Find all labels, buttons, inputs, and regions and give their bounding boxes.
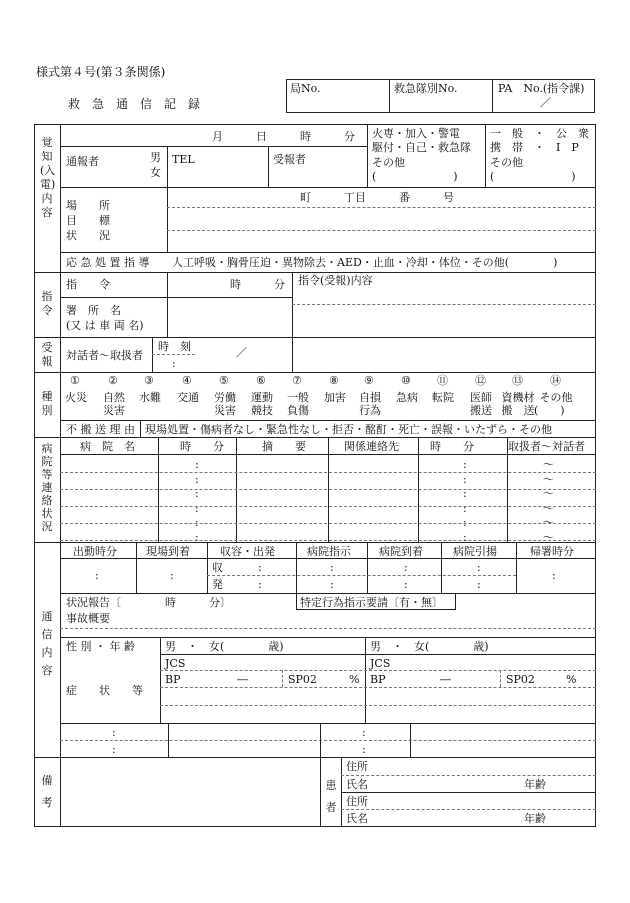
comms-colon: :	[477, 578, 481, 591]
reporter-label: 通報者	[66, 155, 99, 168]
patient2-address-label: 住所	[346, 795, 368, 808]
category-number: ⑦	[292, 374, 302, 387]
source-opt1-line1: 火専・加入・警電	[372, 127, 460, 140]
hospital-header: 取扱者～対話者	[508, 440, 585, 453]
category-number: ⑩	[401, 374, 411, 387]
category-section-label: 種別	[41, 390, 53, 417]
tel-label: TEL	[172, 153, 195, 166]
hospital-header: 摘 要	[262, 440, 306, 453]
comms-colon: :	[258, 561, 262, 574]
category-type-sub: 災害	[214, 404, 236, 417]
category-type-sub: 競技	[251, 404, 273, 417]
hospital-tilde: ～	[543, 516, 554, 529]
hospital-header: 時 分	[180, 440, 224, 453]
comms-time-header: 現場到着	[146, 545, 190, 558]
hospital-colon-right: :	[463, 472, 467, 486]
comms-mid-line	[207, 575, 516, 576]
accident-summary: 事故概要	[66, 612, 110, 625]
log-colon-1: :	[112, 726, 116, 739]
hospital-header: 病 院 名	[80, 440, 135, 453]
pa-no-label: PA No.(指令課)	[498, 82, 585, 95]
pa-slash: ／	[540, 96, 551, 109]
first-aid-options: 人工呼吸・胸骨圧迫・異物除去・AED・止血・冷却・体位・その他( )	[172, 256, 558, 269]
hospital-colon-right: :	[463, 530, 467, 544]
category-number: ⑭	[550, 374, 561, 387]
hospital-colon-left: :	[195, 487, 199, 500]
category-type: 資機材	[501, 391, 535, 404]
hospital-header: 関係連絡先	[344, 440, 399, 453]
awareness-section-label: 覚知(入電)内容	[40, 136, 56, 219]
source-opt1-line3: その他	[372, 156, 405, 169]
comms-colon: :	[477, 561, 481, 574]
comms-colon: :	[258, 578, 262, 591]
comms-time-header: 病院引揚	[453, 545, 497, 558]
no-transport-options: 現場処置・傷病者なし・緊急性なし・拒否・酩酊・死亡・誤報・いたずら・その他	[145, 423, 552, 436]
reporter-male: 男	[150, 151, 161, 164]
category-number: ⑧	[329, 374, 339, 387]
hospital-tilde: ～	[543, 472, 554, 486]
no-transport-label: 不 搬 送 理 由	[66, 423, 135, 436]
bp-label-1: BP	[165, 673, 181, 686]
comms-col-divider	[207, 542, 208, 593]
sex-age-value-1: 男 ・ 女( 歳)	[165, 640, 284, 653]
comms-colon: :	[170, 569, 174, 582]
sex-age-label: 性 別 ・ 年 齢	[66, 640, 135, 653]
category-number: ③	[144, 374, 154, 387]
category-type: 医師	[470, 391, 492, 404]
team-no-label: 救急隊別No.	[394, 82, 458, 95]
date-line: 月 日 時 分	[212, 130, 355, 143]
category-number: ②	[108, 374, 118, 387]
category-number: ⑪	[437, 374, 448, 387]
situation-label: 状 況	[66, 229, 110, 242]
status-report: 状況報告〔 時 分〕	[66, 596, 231, 609]
receive-label: 収	[212, 561, 223, 574]
comms-time-header: 病院指示	[307, 545, 351, 558]
category-type-sub: 搬送	[470, 404, 492, 417]
hospital-colon-right: :	[463, 501, 467, 515]
comms-section-label: 通信内容	[41, 610, 53, 677]
hospital-tilde: ～	[543, 501, 554, 515]
landmark-label: 目 標	[66, 214, 110, 227]
specific-action: 特定行為指示要請〔有・無〕	[300, 596, 443, 609]
comms-colon: :	[330, 578, 334, 591]
hospital-tilde: ～	[543, 530, 554, 544]
category-type-sub: 搬 送	[501, 404, 535, 417]
category-type: 一般	[287, 391, 309, 404]
form-title: 救 急 通 信 記 録	[68, 97, 201, 111]
hospital-colon-right: :	[463, 487, 467, 500]
bp-label-2: BP	[370, 673, 386, 686]
patient2-age-label: 年齢	[524, 812, 546, 825]
category-type: 水難	[139, 391, 161, 404]
station-label-1: 署 所 名	[66, 304, 121, 317]
command-section-label: 指令	[41, 290, 53, 317]
category-type: その他	[539, 391, 573, 404]
source-opt2-line2: 携 帯 ・ I P	[490, 141, 579, 154]
command-label: 指 令	[66, 278, 110, 291]
form-number: 様式第４号(第３条関係)	[36, 65, 166, 79]
category-type-sub: 行為	[359, 404, 381, 417]
address-line: 町 丁目 番 号	[300, 191, 454, 204]
patient-label: 患者	[325, 779, 337, 814]
category-type: 労働	[214, 391, 236, 404]
comms-colon: :	[404, 578, 408, 591]
comms-col-divider	[296, 542, 297, 593]
patient1-age-label: 年齢	[524, 778, 546, 791]
hospital-colon-left: :	[195, 530, 199, 544]
hospital-row-line	[60, 540, 596, 541]
source-opt1-line4: ( )	[372, 170, 458, 183]
depart-label: 発	[212, 578, 223, 591]
comms-colon: :	[404, 561, 408, 574]
category-type-sub: 負傷	[287, 404, 309, 417]
hospital-colon-left: :	[195, 458, 199, 471]
comms-col-divider	[441, 542, 442, 593]
receiver-label: 受報者	[273, 153, 306, 166]
log-colon-3: :	[362, 726, 366, 739]
category-type-sub: ( )	[534, 404, 565, 417]
symptoms-label: 症 状 等	[66, 684, 143, 697]
hospital-row-line	[60, 472, 596, 473]
source-opt1-line2: 駆付・自己・救急隊	[372, 141, 471, 154]
category-number: ⑤	[219, 374, 229, 387]
hospital-colon-left: :	[195, 472, 199, 486]
reception-colon: :	[172, 357, 176, 370]
command-time-label: 時 分	[230, 278, 285, 291]
category-number: ⑥	[256, 374, 266, 387]
category-type: 転院	[432, 391, 454, 404]
source-opt2-line4: ( )	[490, 170, 576, 183]
comms-col-divider	[136, 542, 137, 593]
hospital-row-line	[60, 489, 596, 490]
category-type: 加害	[324, 391, 346, 404]
comms-colon: :	[330, 561, 334, 574]
category-type: 自然	[103, 391, 125, 404]
hospital-tilde: ～	[543, 487, 554, 500]
hospital-row-line	[60, 523, 596, 524]
percent-1: %	[349, 673, 360, 686]
remarks-section-label: 備考	[41, 774, 53, 809]
comms-time-header: 収容・出発	[220, 545, 275, 558]
comms-time-header: 帰署時分	[530, 545, 574, 558]
comms-time-header: 病院到着	[379, 545, 423, 558]
category-type-sub: 災害	[103, 404, 125, 417]
first-aid-label: 応 急 処 置 指 導	[66, 256, 150, 269]
comms-colon: :	[552, 569, 556, 582]
category-number: ⑫	[475, 374, 486, 387]
patient1-name-label: 氏名	[346, 778, 368, 791]
category-type: 急病	[396, 391, 418, 404]
comms-header-line	[60, 558, 596, 559]
category-number: ⑬	[512, 374, 523, 387]
category-number: ④	[182, 374, 192, 387]
comms-col-divider	[367, 542, 368, 593]
category-type: 自損	[359, 391, 381, 404]
jcs-label-1: JCS	[165, 657, 186, 670]
hospital-colon-right: :	[463, 458, 467, 471]
command-content-label: 指令(受報)内容	[298, 274, 373, 287]
sex-age-value-2: 男 ・ 女( 歳)	[370, 640, 489, 653]
station-label-2: (又 は 車 両 名)	[66, 319, 144, 332]
category-type: 運動	[251, 391, 273, 404]
category-type: 交通	[177, 391, 199, 404]
comms-colon: :	[95, 569, 99, 582]
category-number: ⑨	[364, 374, 374, 387]
hospital-colon-right: :	[463, 516, 467, 529]
bp-dash-1: ―	[237, 673, 248, 686]
station-no-label: 局No.	[290, 82, 321, 95]
comms-time-header: 出動時分	[73, 545, 117, 558]
patient2-name-label: 氏名	[346, 812, 368, 825]
spo2-label-1: SP02	[288, 673, 317, 686]
log-colon-4: :	[362, 743, 366, 756]
reception-section-label: 受報	[41, 341, 53, 368]
hospital-row-line	[60, 506, 596, 507]
place-label: 場 所	[66, 199, 110, 212]
reception-time-label: 時 刻	[158, 340, 191, 353]
log-colon-2: :	[112, 743, 116, 756]
hospital-header: 時 分	[430, 440, 474, 453]
source-opt2-line1: 一 般 ・ 公 衆	[490, 127, 589, 140]
hospital-colon-left: :	[195, 516, 199, 529]
reporter-female: 女	[150, 166, 161, 179]
percent-2: %	[566, 673, 577, 686]
reception-slash: ／	[236, 346, 247, 359]
spo2-label-2: SP02	[506, 673, 535, 686]
bp-dash-2: ―	[440, 673, 451, 686]
talker-label: 対話者～取扱者	[66, 349, 143, 362]
category-number: ①	[70, 374, 80, 387]
hospital-tilde: ～	[543, 458, 554, 471]
patient1-address-label: 住所	[346, 760, 368, 773]
jcs-label-2: JCS	[370, 657, 391, 670]
hospital-colon-left: :	[195, 501, 199, 515]
source-opt2-line3: その他	[490, 156, 523, 169]
hospital-section-label: 病院等連絡状況	[41, 442, 53, 533]
category-type: 火災	[65, 391, 87, 404]
comms-col-divider	[516, 542, 517, 593]
